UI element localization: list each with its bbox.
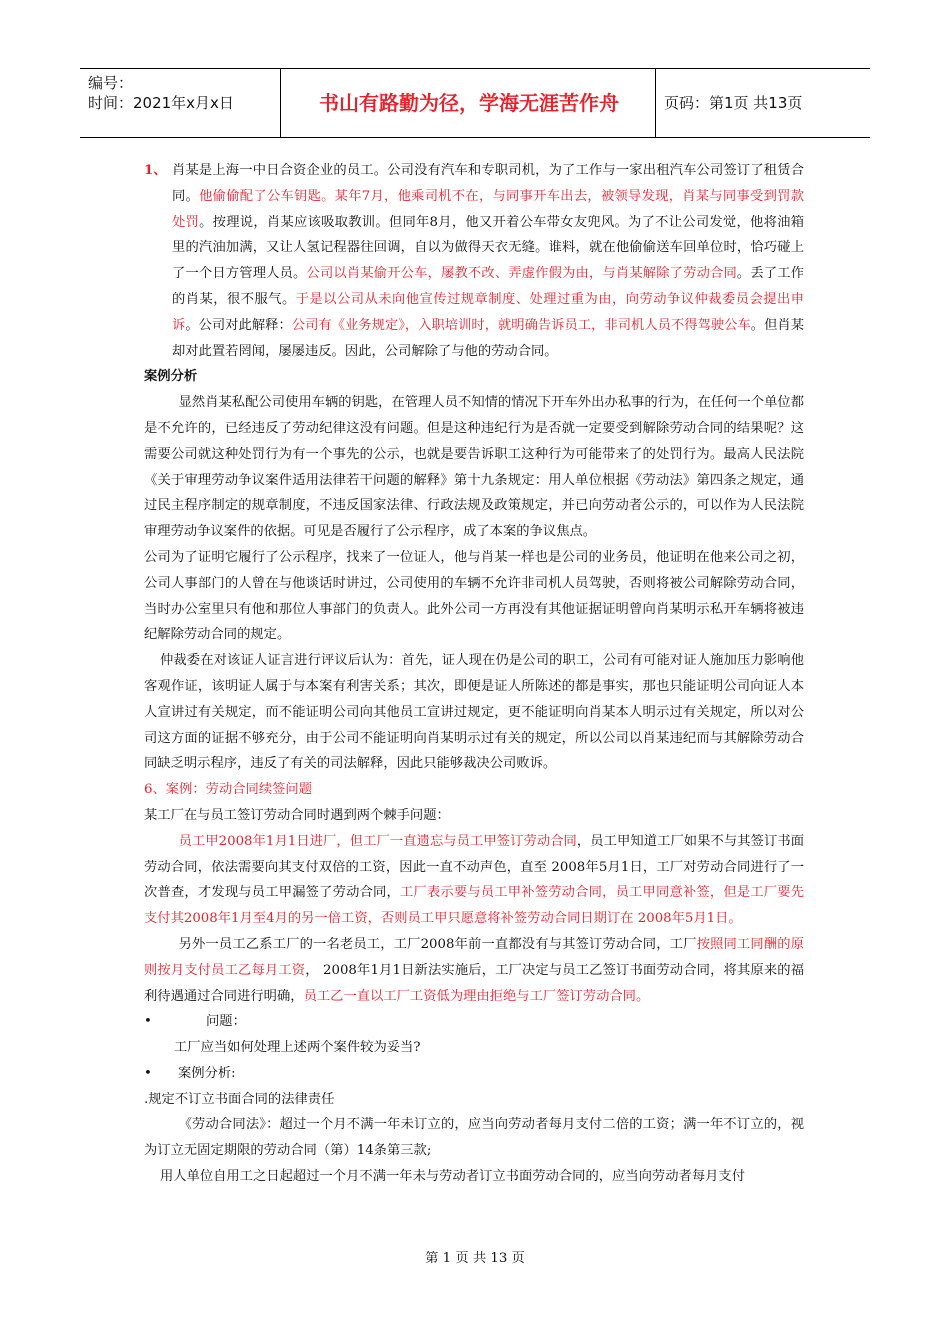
highlight-text: 公司有《业务规定》，入职培训时，就明确告诉员工，非司机人员不得驾驶公车 (291, 317, 751, 333)
bullet-dot: • (144, 1014, 152, 1030)
date-label: 时间：2021年x月x日 (88, 94, 234, 112)
case-text: ，员工甲知道工厂如果不与其签订书面劳动合同，依法需要向其支付双倍的工资，因此一直不动声色，直至 2008年5月1日，工厂对劳动合同进行了一次普查，才发现与员工甲漏签了劳动合同， (144, 833, 804, 901)
law-paragraph: 用人单位自用工之日起超过一个月不满一年未与劳动者订立书面劳动合同的，应当向劳动者每月支付 (159, 1169, 746, 1185)
bullet-dot: • (144, 1065, 152, 1081)
bullet-item (144, 1061, 804, 1087)
highlight-text: 员工甲2008年1月1日进厂，但工厂一直遗忘与员工甲签订劳动合同 (178, 833, 577, 849)
analysis-paragraph: 显然肖某私配公司使用车辆的钥匙，在管理人员不知情的情况下开车外出办私事的行为，在任何一个单位都是不允许的，已经违反了劳动纪律这没有问题。但是这种违纪行为是否就一定要受到解除劳动合同的结果呢？这需要公司就这种处罚行为有一个事先的公示，也就是要告诉职工这种行为可能带来了的处罚行为。最高人民法院《关于审理劳动争议案件适用法律若干问题的解释》第十九条规定：用人单位根据《劳动法》第四条之规定，通过民主程序制定的规章制度，不违反国家法律、行政法规及政策规定，并已向劳动者公示的，可以作为人民法院审理劳动争议案件的依据。可见是否履行了公示程序，成了本案的争议焦点。 (144, 395, 804, 540)
bullet-item (144, 1009, 804, 1035)
page-header (80, 68, 870, 138)
highlight-text: 员工乙一直以工厂工资低为理由拒绝与工厂签订劳动合同。 (303, 988, 650, 1004)
header-divider (280, 69, 281, 137)
highlight-text: 他偷偷配了公车钥匙。某年7月，他乘司机不在，与同事开车出去，被领导发现，肖某与同事受到罚款处罚 (172, 188, 805, 230)
rule-title: .规定不订立书面合同的法律责任 (144, 1091, 335, 1107)
analysis-paragraph: 仲裁委在对该证人证言进行评议后认为：首先，证人现在仍是公司的职工，公司有可能对证人施加压力影响他客观作证，该明证人属于与本案有利害关系；其次，即便是证人所陈述的都是事实，那也只能证明公司向证人本人宣讲过有关规定，而不能证明公司向其他员工宣讲过规定，更不能证明向肖某本人明示过有关规定，所以对公司这方面的证据不够充分，由于公司不能证明向肖某明示过有关的规定，所以公司以肖某违纪而与其解除劳动合同缺乏明示程序，违反了有关的司法解释，因此只能够裁决公司败诉。 (144, 653, 804, 772)
case-intro: 某工厂在与员工签订劳动合同时遇到两个棘手问题： (144, 807, 450, 823)
highlight-text: 于是以公司从未向他宣传过规章制度、处理过重为由，向劳动争议仲裁委员会提出申诉 (172, 291, 805, 333)
case-text: 。但肖某却对此置若罔闻，屡屡违反。因此，公司解除了与他的劳动合同。 (172, 317, 805, 359)
header-meta (88, 73, 234, 113)
header-motto: 书山有路勤为径，学海无涯苦作舟 (319, 91, 619, 115)
case-text: 。按理说，肖某应该吸取教训。但同年8月，他又开着公车带女友兜风。为了不让公司发觉，他将油箱里的汽油加满，又让人氢记程器往回调，自以为做得天衣无缝。谁料，就在他偷偷送车回单位时，恰巧碰上了一个日方管理人员。 (172, 214, 805, 282)
highlight-text: 按照同工同酬的原则按月支付员工乙每月工资 (144, 936, 805, 978)
case-text: ， 2008年1月1日新法实施后，工厂决定与员工乙签订书面劳动合同，将其原来的福利待遇通过合同进行明确， (144, 962, 804, 1004)
highlight-text: 工厂表示要与员工甲补签劳动合同，员工甲同意补签，但是工厂要先支付其2008年1月至4月的另一倍工资，否则员工甲只愿意将补签劳动合同日期订在 2008年5月1日。 (144, 885, 805, 927)
header-divider (655, 69, 656, 137)
document-body (144, 158, 804, 1190)
section-heading: 案例分析 (144, 369, 198, 385)
case-text: 。公司对此解释： (185, 317, 292, 333)
case-text: 肖某是上海一中日合资企业的员工。公司没有汽车和专职司机，为了工作与一家出租汽车公司签订了租赁合同。 (172, 163, 804, 204)
case-text: 另外一员工乙系工厂的一名老员工，工厂2008年前一直都没有与其签订劳动合同，工厂 (178, 936, 697, 952)
case-paragraph (144, 829, 804, 932)
case-1 (144, 158, 804, 364)
highlight-text: 公司以肖某偷开公车，屡教不改、弄虚作假为由，与肖某解除了劳动合同 (306, 266, 737, 282)
analysis-label: 案例分析: (178, 1065, 236, 1081)
section-heading: 6、案例：劳动合同续签问题 (144, 782, 313, 798)
question-label: 问题： (206, 1014, 246, 1030)
page-footer: 第 1 页 共 13 页 (425, 1251, 525, 1266)
case-number: 1、 (144, 163, 167, 178)
law-paragraph: 《劳动合同法》：超过一个月不满一年未订立的，应当向劳动者每月支付二倍的工资；满一年不订立的，视为订立无固定期限的劳动合同（第）14条第三款; (144, 1117, 804, 1159)
analysis-paragraph: 公司为了证明它履行了公示程序，找来了一位证人，他与肖某一样也是公司的业务员，他证明在他来公司之初，公司人事部门的人曾在与他谈话时讲过，公司使用的车辆不允许非司机人员驾驶，否则将被公司解除劳动合同，当时办公室里只有他和那位人事部门的负责人。此外公司一方再没有其他证据证明曾向肖某明示私开车辆将被违纪解除劳动合同的规定。 (144, 549, 804, 643)
question-text: 工厂应当如何处理上述两个案件较为妥当? (174, 1040, 421, 1056)
case-text: 。丢了工作的肖某，很不服气。 (172, 266, 805, 307)
case-paragraph (144, 932, 804, 1009)
header-page-info: 页码：第1页 共13页 (664, 94, 803, 112)
code-label: 编号： (88, 74, 134, 92)
